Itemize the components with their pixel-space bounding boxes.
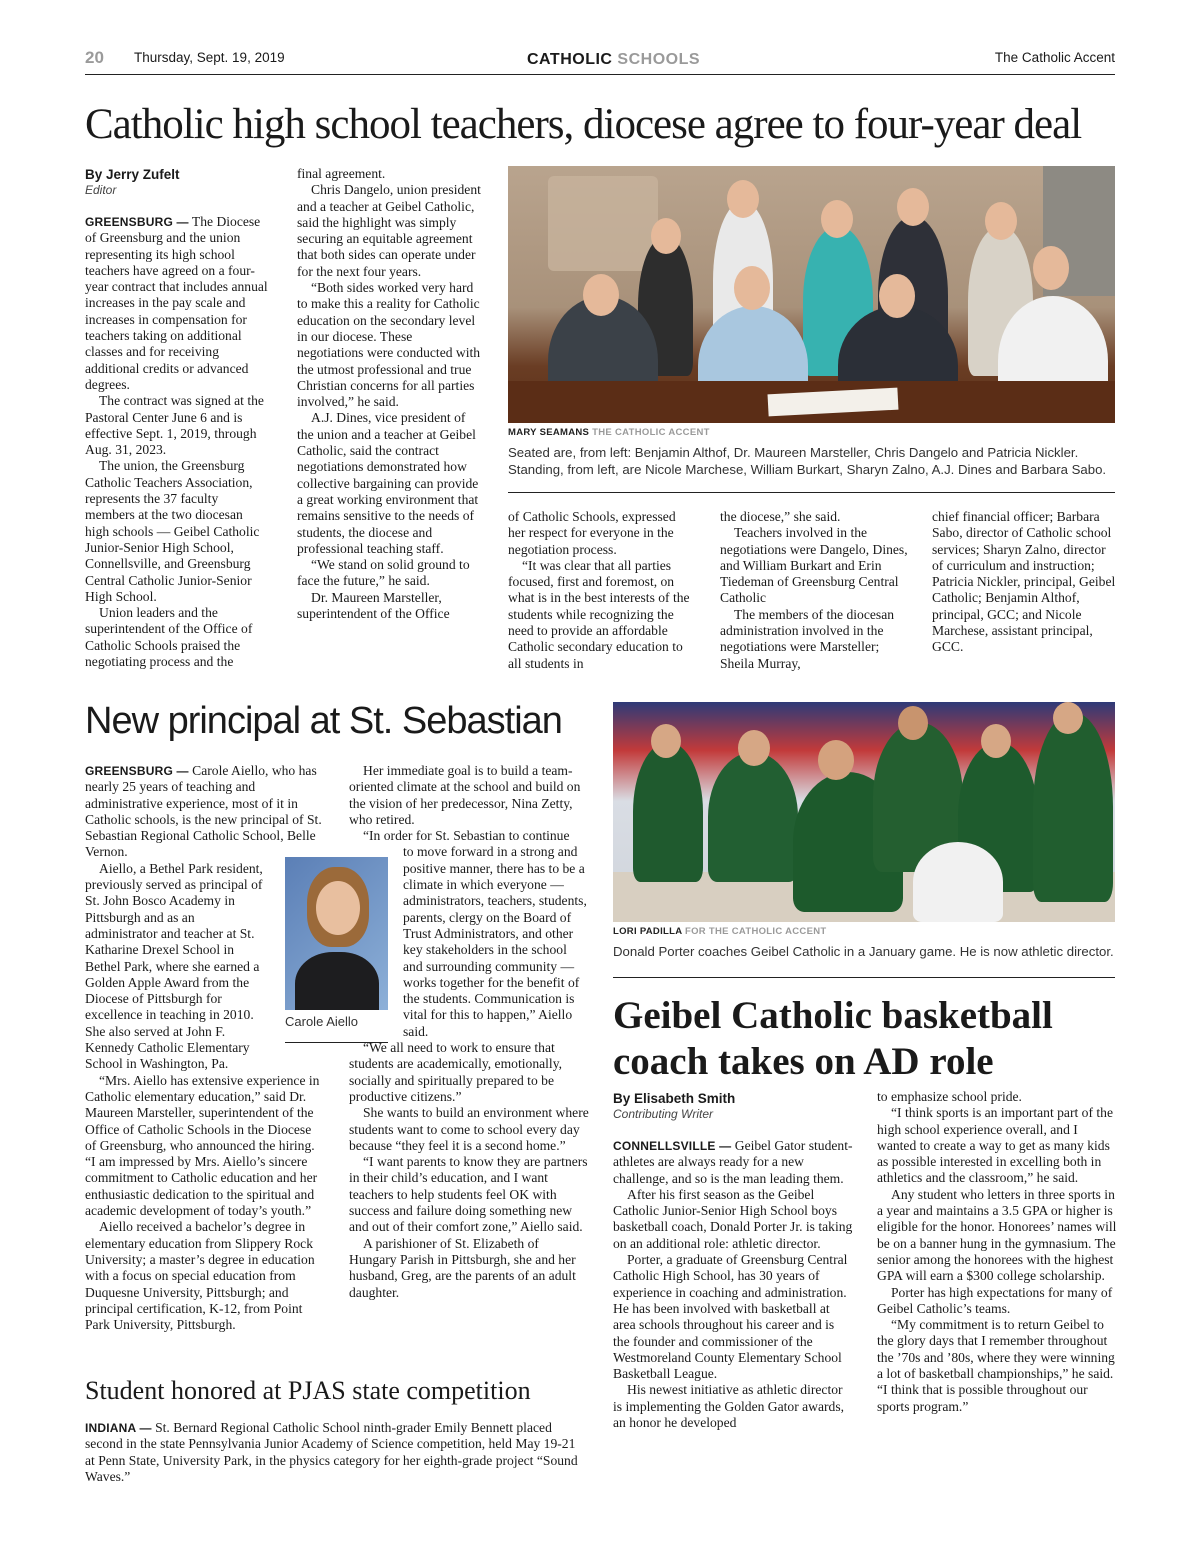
group-photo (508, 166, 1115, 423)
page-number: 20 (85, 48, 104, 67)
section-title (527, 51, 700, 69)
paragraph: Her immediate goal is to build a team-oriented climate at the school and build on the vision of her predecessor, Nina Zetty, who retired. (349, 763, 581, 827)
headline-line-2: coach takes on AD role (613, 1040, 994, 1083)
article3-body (85, 1420, 585, 1490)
wall-seal-icon (548, 176, 658, 271)
paragraph: Union leaders and the superintendent of the Office of Catholic Schools praised the negotiating process and the (85, 605, 253, 670)
paragraph: A parishioner of St. Elizabeth of Hungary Parish in Pittsburgh, she and her husband, Greg, are the parents of an adult daughter. (349, 1235, 576, 1300)
header-rule (85, 74, 1115, 75)
paragraph: “We stand on solid ground to face the future,” he said. (297, 557, 470, 589)
headline-pjas: Student honored at PJAS state competition (85, 1376, 531, 1405)
paragraph: Porter has high expectations for many of Geibel Catholic’s teams. (877, 1284, 1113, 1316)
dateline: GREENSBURG — (85, 764, 189, 778)
paragraph: She wants to build an environment where students want to come to school every day because “they feel it is a second home.” (349, 1105, 589, 1153)
paragraph: Aiello received a bachelor’s degree in elementary education from Slippery Rock University; a master’s degree in education with a focus on special education from Duquesne University, Pittsburgh; and principal certification, K-12, from Point Park University, Pittsburgh. (85, 1219, 315, 1333)
section-word-catholic: CATHOLIC (527, 51, 613, 68)
paragraph: Dr. Maureen Marsteller, superintendent of the Office (297, 589, 450, 622)
paragraph: “We all need to work to ensure that students are academically, emotionally, socially and spiritually prepared to be productive citizens.” (349, 1040, 563, 1104)
paragraph: The Diocese of Greensburg and the union representing its high school teachers have agreed on a four-year contract that includes annual increases in the pay scale and increases in compensation for teachers taking on additional classes and for receiving additional credits or advanced degrees. (85, 214, 268, 392)
paragraph: Aiello, a Bethel Park resident, previously served as principal of St. John Bosco Academy in Pittsburgh and as an administrator and teacher at St. Katharine Drexel School in Bethel Park, where she earned a Golden Apple Award from the Diocese of Pittsburgh for excellence in teaching in 2010. She also served at John F. Kennedy Catholic Elementary School in Washington, Pa. (85, 860, 263, 1072)
paragraph: After his first season as the Geibel Catholic Junior-Senior High School boys basketball coach, Donald Porter Jr. is taking on an additional role: athletic director. (613, 1186, 853, 1251)
article4-column-1 (613, 1138, 853, 1488)
paragraph: The contract was signed at the Pastoral Center June 6 and is effective Sept. 1, 2019, through Aug. 31, 2023. (85, 393, 264, 458)
article1-column-1 (85, 214, 270, 676)
article4-column-2 (877, 1089, 1117, 1489)
paragraph: chief financial officer; Barbara Sabo, director of Catholic school services; Sharyn Zalno, director of curriculum and instruction; Patricia Nickler, principal, Geibel Catholic; Benjamin Althof, principal, GCC; and Nicole Marchese, assistant principal, GCC. (932, 509, 1116, 655)
paragraph: final agreement. (297, 166, 386, 181)
article1-column-5 (932, 509, 1118, 679)
paragraph: Geibel Gator student-athletes are always ready for a new challenge, and so is the man leading them. (613, 1138, 853, 1186)
basketball-photo-credit (613, 926, 826, 937)
photo-credit-name: MARY SEAMANS (508, 427, 590, 438)
paragraph: “I think sports is an important part of the high school experience overall, and I wanted to create a way to get as many kids as possible interested in excelling both in athletics and the classroom,” he said. (877, 1105, 1113, 1186)
paragraph: the diocese,” she said. (720, 509, 841, 524)
headline-new-principal: New principal at St. Sebastian (85, 700, 562, 742)
paragraph: “Mrs. Aiello has extensive experience in Catholic elementary education,” said Dr. Maureen Marsteller, superintendent of the Office of Catholic Schools in the Diocese of Greensburg, who announced the hiring. “I am impressed by Mrs. Aiello’s sincere commitment to Catholic education and her enthusiastic dedication to the spiritual and academic development of today’s youth.” (85, 1072, 320, 1219)
paragraph: of Catholic Schools, expressed her respect for everyone in the negotiation process. (508, 509, 676, 557)
portrait-caption: Carole Aiello (285, 1014, 358, 1029)
paragraph: Any student who letters in three sports in a year and maintains a 3.5 GPA or higher is eligible for the honor. Honorees’ names will be on a banner hung in the gymnasium. The senior among the honorees with the highest GPA will earn a $300 college scholarship. (877, 1186, 1117, 1284)
paragraph: A.J. Dines, vice president of the union and a teacher at Geibel Catholic, said the contract negotiations demonstrated how collective bargaining can provide a great working environment that remains sensitive to the needs of students, the diocese and professional teaching staff. (297, 410, 479, 556)
headline-basketball (613, 993, 1053, 1085)
article1-column-3 (508, 509, 696, 679)
headline-line-1: Geibel Catholic basketball (613, 994, 1053, 1037)
publication-name: The Catholic Accent (994, 50, 1115, 65)
basketball-photo (613, 702, 1115, 922)
paragraph: The union, the Greensburg Catholic Teachers Association, represents the 37 faculty members at the two diocesan high schools — Geibel Catholic Junior-Senior High School, Connellsville, and Greensburg Central Catholic Junior-Senior High School. (85, 458, 260, 604)
byline-author: By Jerry Zufelt (85, 167, 180, 182)
paragraph: Carole Aiello, who has nearly 25 years of teaching and administrative experience, most of it in Catholic schools, is the new principal of St. Sebastian Regional Catholic School, Belle Vernon. (85, 763, 322, 860)
basketball-caption-rule (613, 977, 1115, 978)
headline-contract: Catholic high school teachers, diocese agree to four-year deal (85, 101, 1082, 148)
dateline: GREENSBURG — (85, 215, 189, 229)
paragraph: Porter, a graduate of Greensburg Central Catholic High School, has 30 years of experience in coaching and administration. He has been involved with basketball at area schools throughout his career and is the founder and commissioner of the Westmoreland County Elementary School Basketball League. (613, 1252, 848, 1382)
paragraph: to emphasize school pride. (877, 1089, 1022, 1104)
photo-credit-name: LORI PADILLA (613, 926, 683, 937)
byline-author: By Elisabeth Smith (613, 1091, 736, 1106)
section-word-schools: SCHOOLS (617, 51, 701, 68)
paragraph: “Both sides worked very hard to make this a reality for Catholic education on the secondary level in our diocese. These negotiations were conducted with the utmost professional and true Christian concerns for all parties involved,” he said. (297, 280, 481, 410)
issue-date: Thursday, Sept. 19, 2019 (134, 50, 285, 65)
paragraph: St. Bernard Regional Catholic School ninth-grader Emily Bennett placed second in the state Pennsylvania Junior Academy of Science competition, held May 19-21 at Penn State, University Park, in the physics category for her eighth-grade project “Sound Waves.” (85, 1420, 578, 1484)
paragraph: Teachers involved in the negotiations were Dangelo, Dines, and William Burkart and Erin Tiedeman of Greensburg Central Catholic (720, 525, 908, 606)
paragraph: “I want parents to know they are partners in their child’s education, and I want teachers to help students feel OK with success and failure doing something new and out of their comfort zone,” Aiello said. (349, 1154, 588, 1235)
photo-credit-org: THE CATHOLIC ACCENT (592, 427, 710, 438)
paragraph: “In order for St. Sebastian to continue (363, 828, 570, 844)
paragraph: “My commitment is to return Geibel to the glory days that I remember throughout the ’70s and ’80s, where they were winning a lot of basketball championships,” he said. “I think that is possible throughout our sports program.” (877, 1317, 1115, 1414)
photo-credit (508, 427, 710, 438)
paragraph: The members of the diocesan administration involved in the negotiations were Marsteller; Sheila Murray, (720, 606, 895, 671)
basketball-photo-caption: Donald Porter coaches Geibel Catholic in a January game. He is now athletic director. (613, 944, 1114, 959)
dateline: INDIANA — (85, 1421, 152, 1435)
article2-column-2 (349, 763, 589, 1353)
byline-role: Editor (85, 183, 117, 197)
paragraph: to move forward in a strong and positive manner, there has to be a climate in which everyone — administrators, teachers, students, parents, clergy on the Board of Trust Administrators, and other key stakeholders in the school and surrounding community — works together for the benefit of the students. Communication is vital for this to happen,” Aiello said. (403, 844, 587, 1039)
photo-caption: Seated are, from left: Benjamin Althof, Dr. Maureen Marsteller, Chris Dangelo and Patricia Nickler. Standing, from left, are Nicole Marchese, William Burkart, Sharyn Zalno, A.J. Dines and Barbara Sabo. (508, 445, 1107, 477)
article1-column-2 (297, 166, 482, 676)
article2-column-1 (85, 763, 325, 1353)
article1-column-4 (720, 509, 908, 679)
dateline: CONNELLSVILLE — (613, 1139, 732, 1153)
paragraph: “It was clear that all parties focused, first and foremost, on what is in the best interests of the students while recognizing the need to provide an affordable Catholic secondary education to all students in (508, 557, 690, 671)
paragraph: His newest initiative as athletic director is implementing the Golden Gator awards, an honor he developed (613, 1382, 845, 1431)
photo-credit-org: FOR THE CATHOLIC ACCENT (685, 926, 827, 937)
byline-role: Contributing Writer (613, 1107, 714, 1121)
caption-rule (508, 492, 1115, 493)
paragraph: Chris Dangelo, union president and a teacher at Geibel Catholic, said the highlight was simply securing an equitable agreement that both sides can operate under for the next four years. (297, 182, 481, 279)
